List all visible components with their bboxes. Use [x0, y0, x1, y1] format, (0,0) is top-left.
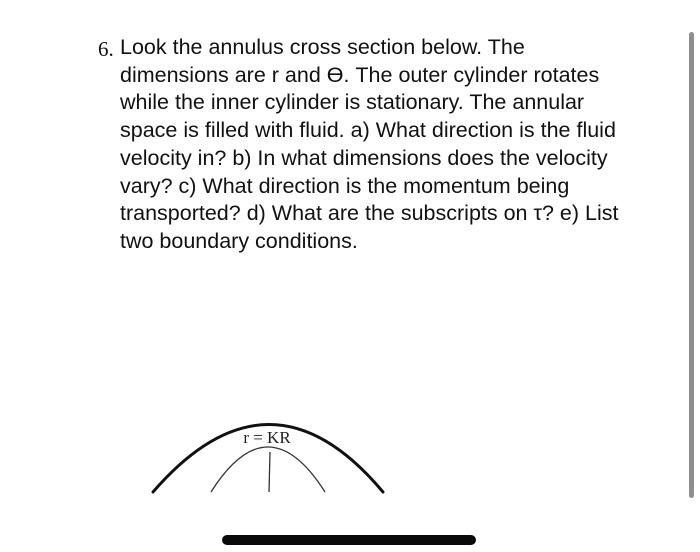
question-text: Look the annulus cross section below. The dimensions are r and ϴ. The outer cylinder rotates while the inner cylinder is stationary. The annular space is filled with fluid. a) What direction is the fluid velocity in? b) In what dimensions does the velocity vary? c) What direction is the momentum being transported? d) What are the subscripts on τ? e) List two boundary conditions.	[120, 35, 619, 253]
radius-line	[269, 452, 270, 492]
vertical-scrollbar[interactable]	[689, 32, 694, 498]
question-number: 6.	[98, 37, 114, 61]
home-indicator[interactable]	[222, 535, 476, 545]
radius-label: r = KR	[243, 428, 291, 447]
annulus-diagram	[140, 392, 400, 502]
inner-cylinder-arc	[211, 447, 325, 492]
question-block	[98, 34, 638, 256]
